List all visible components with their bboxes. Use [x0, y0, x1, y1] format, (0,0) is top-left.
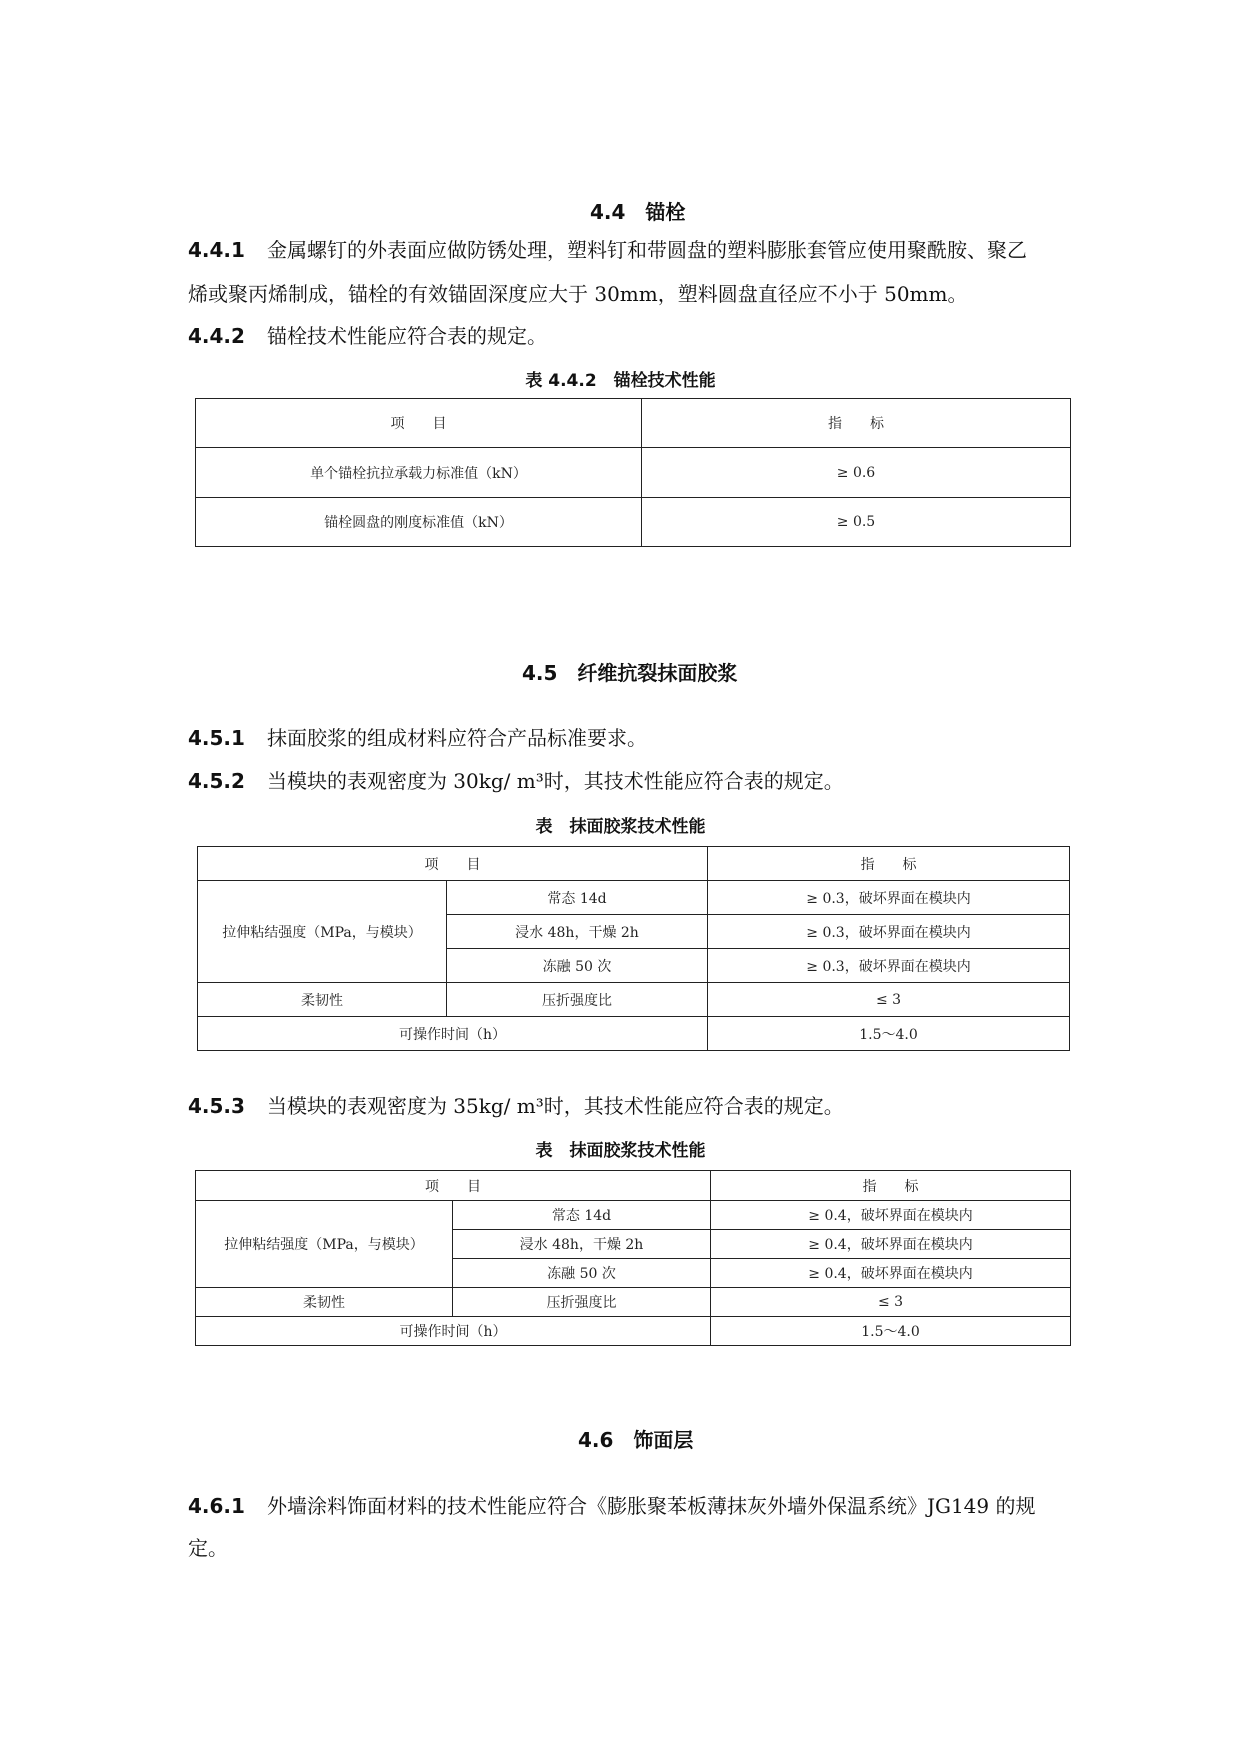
clause-4-6-1 — [188, 1492, 1035, 1520]
row-item: 单个锚栓抗拉承载力标准值（kN） — [196, 448, 642, 498]
table-header-row — [196, 1171, 1071, 1201]
table-caption-mortar-35: 表 抹面胶浆技术性能 — [535, 1141, 706, 1161]
table-caption-mortar-30: 表 抹面胶浆技术性能 — [535, 817, 706, 837]
table-row — [196, 498, 1071, 547]
clause-number: 4.6.1 — [188, 1494, 245, 1518]
clause-text: 抹面胶浆的组成材料应符合产品标准要求。 — [266, 726, 647, 750]
row-item: 锚栓圆盘的刚度标准值（kN） — [196, 498, 642, 547]
table-row — [196, 448, 1071, 498]
anchor-performance-table — [195, 398, 1071, 547]
header-index: 指 标 — [642, 399, 1071, 448]
table-row — [198, 1017, 1070, 1051]
flex-value: ≤ 3 — [708, 983, 1070, 1017]
clause-4-5-1 — [188, 724, 647, 752]
flex-condition: 压折强度比 — [447, 983, 708, 1017]
table-row — [198, 881, 1070, 915]
table-row — [196, 1288, 1071, 1317]
mortar-performance-table-30 — [197, 846, 1070, 1051]
flex-label: 柔韧性 — [198, 983, 447, 1017]
table-header-row — [198, 847, 1070, 881]
clause-text: 当模块的表观密度为 30kg/ m³时，其技术性能应符合表的规定。 — [266, 769, 844, 793]
section-heading-4-4: 4.4 锚栓 — [590, 200, 686, 224]
clause-number: 4.5.1 — [188, 726, 245, 750]
section-heading-4-5: 4.5 纤维抗裂抹面胶浆 — [522, 661, 738, 685]
value: ≥ 0.3，破坏界面在模块内 — [708, 915, 1070, 949]
table-row — [198, 983, 1070, 1017]
header-index: 指 标 — [711, 1171, 1071, 1201]
condition: 常态 14d — [453, 1201, 711, 1230]
group-label: 拉伸粘结强度（MPa，与模块） — [198, 881, 447, 983]
table-header-row — [196, 399, 1071, 448]
clause-number: 4.5.3 — [188, 1094, 245, 1118]
clause-number: 4.4.1 — [188, 238, 245, 262]
flex-value: ≤ 3 — [711, 1288, 1071, 1317]
table-caption-4-4-2: 表 4.4.2 锚栓技术性能 — [525, 371, 716, 391]
clause-4-6-1-cont: 定。 — [188, 1536, 228, 1560]
condition: 浸水 48h，干燥 2h — [447, 915, 708, 949]
mortar-performance-table-35 — [195, 1170, 1071, 1346]
group-label: 拉伸粘结强度（MPa，与模块） — [196, 1201, 453, 1288]
condition: 浸水 48h，干燥 2h — [453, 1230, 711, 1259]
clause-text: 外墙涂料饰面材料的技术性能应符合《膨胀聚苯板薄抹灰外墙外保温系统》JG149 的规 — [266, 1494, 1036, 1518]
clause-text: 锚栓技术性能应符合表的规定。 — [266, 324, 547, 348]
clause-text: 当模块的表观密度为 35kg/ m³时，其技术性能应符合表的规定。 — [266, 1094, 844, 1118]
section-heading-4-6: 4.6 饰面层 — [578, 1428, 694, 1452]
header-item: 项 目 — [196, 399, 642, 448]
value: ≥ 0.4，破坏界面在模块内 — [711, 1230, 1071, 1259]
clause-4-5-2 — [188, 767, 844, 795]
header-item: 项 目 — [196, 1171, 711, 1201]
clause-number: 4.5.2 — [188, 769, 245, 793]
value: ≥ 0.4，破坏界面在模块内 — [711, 1201, 1071, 1230]
clause-number: 4.4.2 — [188, 324, 245, 348]
header-index: 指 标 — [708, 847, 1070, 881]
clause-4-4-1 — [188, 236, 1027, 264]
flex-condition: 压折强度比 — [453, 1288, 711, 1317]
row-value: ≥ 0.6 — [642, 448, 1071, 498]
value: ≥ 0.3，破坏界面在模块内 — [708, 949, 1070, 983]
clause-4-4-1-cont: 烯或聚丙烯制成，锚栓的有效锚固深度应大于 30mm，塑料圆盘直径应不小于 50mm。 — [188, 282, 968, 306]
time-value: 1.5～4.0 — [711, 1317, 1071, 1346]
clause-text: 金属螺钉的外表面应做防锈处理，塑料钉和带圆盘的塑料膨胀套管应使用聚酰胺、聚乙 — [266, 238, 1027, 262]
header-item: 项 目 — [198, 847, 708, 881]
time-value: 1.5～4.0 — [708, 1017, 1070, 1051]
row-value: ≥ 0.5 — [642, 498, 1071, 547]
time-label: 可操作时间（h） — [196, 1317, 711, 1346]
table-row — [196, 1317, 1071, 1346]
clause-4-5-3 — [188, 1092, 844, 1120]
condition: 常态 14d — [447, 881, 708, 915]
value: ≥ 0.4，破坏界面在模块内 — [711, 1259, 1071, 1288]
table-row — [196, 1201, 1071, 1230]
time-label: 可操作时间（h） — [198, 1017, 708, 1051]
condition: 冻融 50 次 — [447, 949, 708, 983]
clause-4-4-2 — [188, 322, 547, 350]
condition: 冻融 50 次 — [453, 1259, 711, 1288]
flex-label: 柔韧性 — [196, 1288, 453, 1317]
value: ≥ 0.3，破坏界面在模块内 — [708, 881, 1070, 915]
